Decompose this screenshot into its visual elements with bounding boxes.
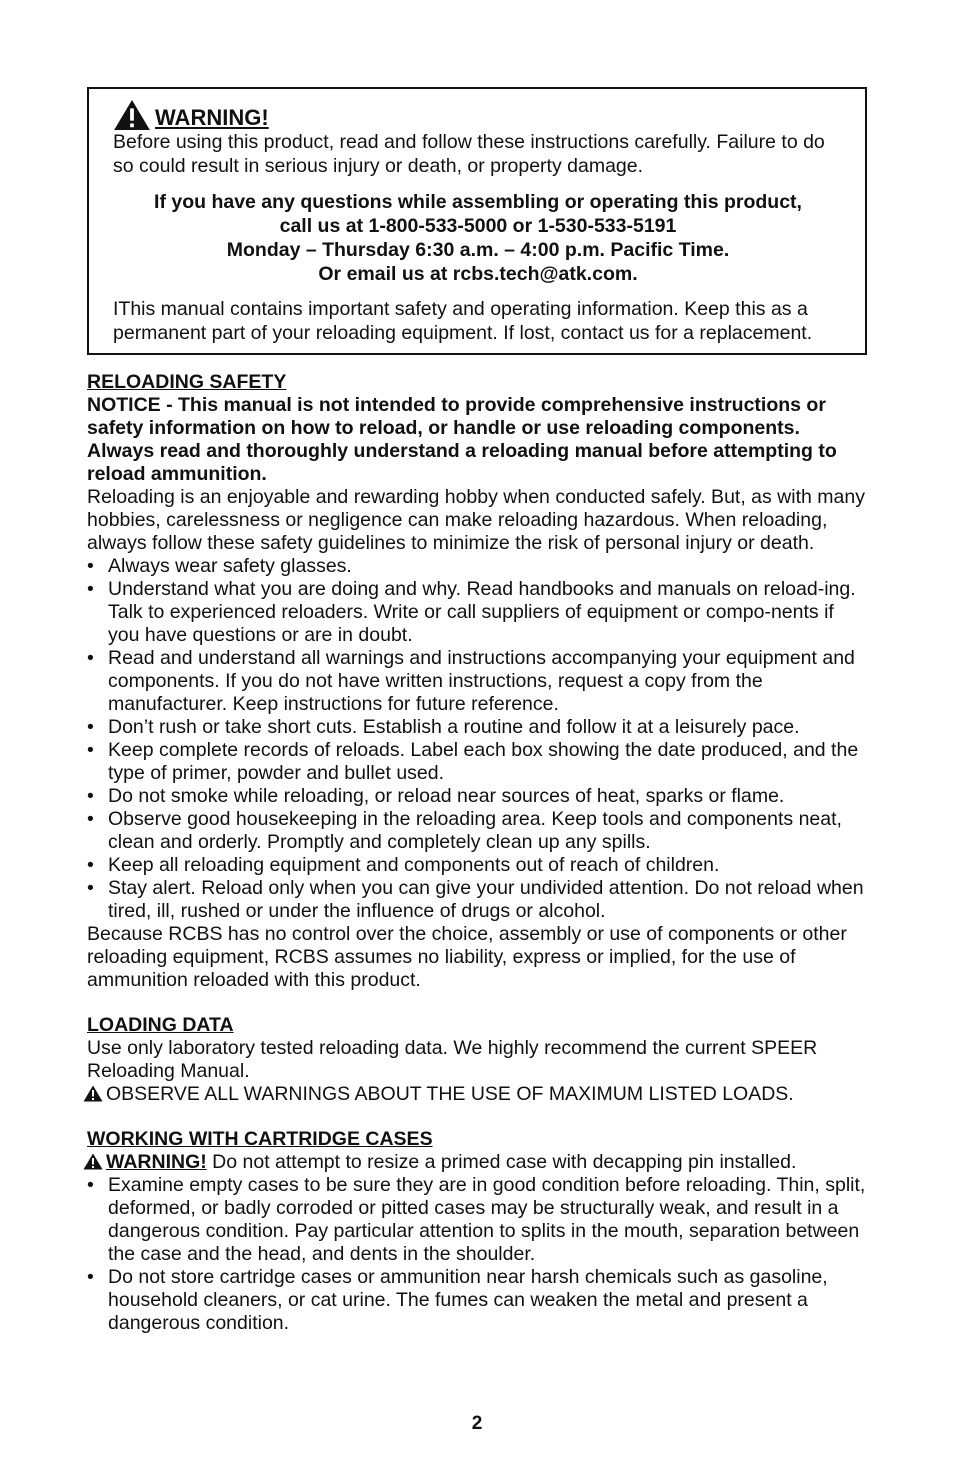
- list-item: • Do not smoke while reloading, or reload near sources of heat, sparks or flame.: [87, 785, 785, 807]
- list-item: • Examine empty cases to be sure they are in good condition before reloading. Thin, split, deformed, or badly corroded or pitted cases may be structurally weak, and result in a dangerous condition. Pay particular attention to splits in the mouth, separation between the case and the head, and dents in the shoulder.: [87, 1174, 866, 1265]
- warning-triangle-icon: [83, 1153, 103, 1170]
- warning-text: Do not attempt to resize a primed case with decapping pin installed.: [206, 1151, 797, 1173]
- warning-triangle-icon: [83, 1085, 103, 1102]
- intro-text: Reloading is an enjoyable and rewarding hobby when conducted safely. But, as with many hobbies, carelessness or negligence can make reloading hazardous. When reloading, always follow these safety guidelines to minimize the risk of personal injury or death.: [87, 486, 865, 554]
- cartridge-cases-section: [87, 1128, 867, 1335]
- contact-line: Or email us at rcbs.tech@atk.com.: [318, 263, 638, 285]
- list-item: • Understand what you are doing and why. Read handbooks and manuals on reload-ing. Talk to experienced reloaders. Write or call suppliers of equipment or compo-nents if you have questions or are in doubt.: [87, 578, 856, 646]
- list-item: • Stay alert. Reload only when you can give your undivided attention. Do not reload when tired, ill, rushed or under the influence of drugs or alcohol.: [87, 877, 864, 922]
- warning-intro: Before using this product, read and follow these instructions carefully. Failure to do so could result in serious injury or death, or property damage.: [113, 131, 825, 177]
- loading-data-warning: OBSERVE ALL WARNINGS ABOUT THE USE OF MAXIMUM LISTED LOADS.: [83, 1083, 867, 1106]
- reloading-safety-section: [87, 371, 867, 992]
- section-heading: LOADING DATA: [87, 1014, 234, 1036]
- section-heading: RELOADING SAFETY: [87, 371, 287, 393]
- cartridge-list: [87, 1174, 867, 1335]
- contact-line: Monday – Thursday 6:30 a.m. – 4:00 p.m. Pacific Time.: [226, 239, 730, 261]
- list-item: • Keep complete records of reloads. Label each box showing the date produced, and the type of primer, powder and bullet used.: [87, 739, 859, 784]
- list-item: • Keep all reloading equipment and components out of reach of children.: [87, 854, 720, 876]
- contact-info: [113, 190, 843, 286]
- contact-line: If you have any questions while assembling or operating this product,: [154, 191, 802, 213]
- cartridge-warning: [83, 1151, 867, 1174]
- manual-page: [87, 87, 867, 1335]
- closing-text: Because RCBS has no control over the choice, assembly or use of components or other reloading equipment, RCBS assumes no liability, express or implied, for the use of ammunition reloaded with this product.: [87, 923, 847, 991]
- list-item: • Read and understand all warnings and instructions accompanying your equipment and components. If you do not have written instructions, request a copy from the manufacturer. Keep instructions for future reference.: [87, 647, 855, 715]
- loading-data-text: Use only laboratory tested reloading data. We highly recommend the current SPEER Reloading Manual.: [87, 1037, 818, 1082]
- warning-label: WARNING!: [106, 1151, 207, 1173]
- warning-heading-text: WARNING!: [155, 105, 269, 130]
- list-item: • Observe good housekeeping in the reloading area. Keep tools and components neat, clean and orderly. Promptly and completely clean up any spills.: [87, 808, 842, 853]
- list-item: • Don’t rush or take short cuts. Establish a routine and follow it at a leisurely pace.: [87, 716, 800, 738]
- section-heading: WORKING WITH CARTRIDGE CASES: [87, 1128, 433, 1150]
- list-item: • Always wear safety glasses.: [87, 555, 352, 577]
- manual-note: IThis manual contains important safety and operating information. Keep this as a permanent part of your reloading equipment. If lost, contact us for a replacement.: [113, 298, 813, 344]
- page-number: 2: [471, 1413, 483, 1434]
- notice-text: NOTICE - This manual is not intended to provide comprehensive instructions or safety information on how to reload, or handle or use reloading components. Always read and thoroughly understand a reloading manual before attempting to reload ammunition.: [87, 394, 837, 485]
- contact-line: call us at 1-800-533-5000 or 1-530-533-5191: [279, 215, 677, 237]
- warning-triangle-icon: [113, 99, 151, 131]
- loading-data-section: [87, 1014, 867, 1106]
- list-item: • Do not store cartridge cases or ammunition near harsh chemicals such as gasoline, household cleaners, or cat urine. The fumes can weaken the metal and present a dangerous condition.: [87, 1266, 828, 1334]
- warning-heading: [113, 99, 843, 131]
- safety-list: [87, 555, 867, 923]
- warning-box: [87, 87, 867, 355]
